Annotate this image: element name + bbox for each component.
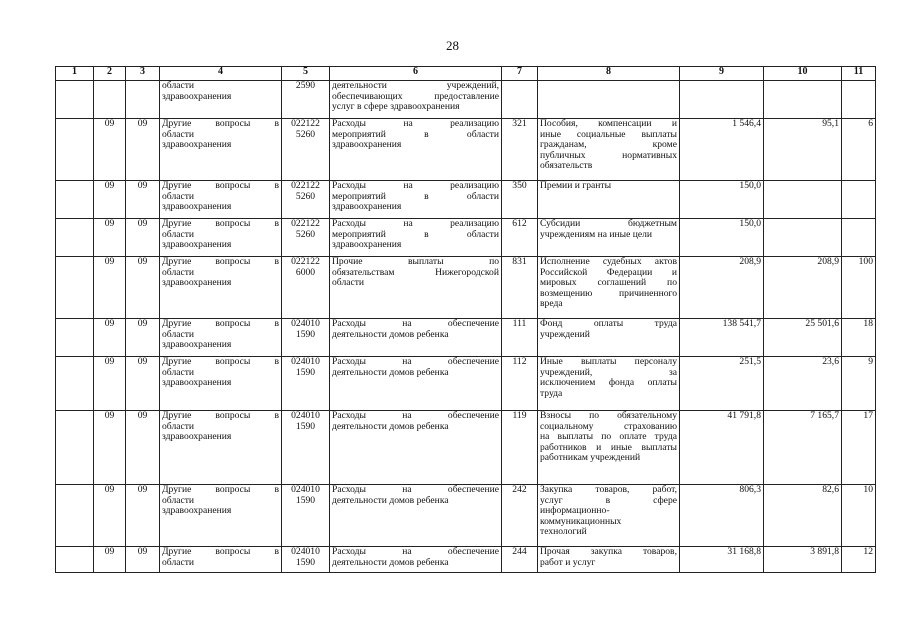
row-cell-1 — [56, 181, 94, 219]
row-cell-1 — [56, 485, 94, 547]
cell-line: Другие вопросы в — [162, 118, 279, 129]
column-header-7: 7 — [502, 67, 538, 81]
row-cell-1 — [56, 119, 94, 181]
cell-line: Расходы на обеспечение — [332, 484, 499, 495]
executed-amount: 3 891,8 — [764, 547, 842, 573]
target-code — [282, 219, 330, 257]
row-cell-1 — [56, 81, 94, 119]
expense-code: 111 — [502, 319, 538, 357]
area-name — [160, 411, 282, 485]
cell-line: области — [162, 266, 195, 278]
target-code — [282, 485, 330, 547]
cell-line: мероприятий в области — [332, 190, 499, 202]
table-row — [56, 411, 876, 485]
subsection-code: 09 — [126, 319, 160, 357]
cell-line: 1590 — [295, 420, 316, 432]
target-code — [282, 319, 330, 357]
expense-name — [330, 119, 502, 181]
cell-line: здравоохранения — [332, 139, 402, 151]
cell-line: коммуникационных — [540, 515, 622, 527]
execution-percent: 6 — [842, 119, 876, 181]
plan-amount: 1 546,4 — [680, 119, 764, 181]
cell-line: Исполнение судебных актов — [540, 256, 677, 267]
table-body — [56, 81, 876, 573]
cell-line: Другие вопросы в — [162, 356, 279, 367]
row-cell-1 — [56, 219, 94, 257]
cell-line: Другие вопросы в — [162, 318, 279, 329]
execution-percent: 12 — [842, 547, 876, 573]
target-code — [282, 257, 330, 319]
area-name — [160, 119, 282, 181]
plan-amount: 31 168,8 — [680, 547, 764, 573]
cell-line: здравоохранения — [162, 139, 232, 151]
expense-type — [538, 357, 680, 411]
target-code — [282, 181, 330, 219]
cell-line: 2590 — [295, 80, 316, 91]
expense-type — [538, 485, 680, 547]
cell-line: Другие вопросы в — [162, 256, 279, 267]
cell-line: исключением фонда оплаты — [540, 377, 677, 389]
expense-type — [538, 219, 680, 257]
expense-code: 831 — [502, 257, 538, 319]
cell-line: 024010 — [291, 484, 320, 495]
expense-code: 350 — [502, 181, 538, 219]
table-row — [56, 257, 876, 319]
cell-line: 5260 — [295, 128, 316, 140]
cell-line: Прочие выплаты по — [332, 256, 499, 267]
cell-line: услуг в сфере — [540, 494, 677, 506]
cell-line: области — [162, 366, 195, 378]
expense-name — [330, 181, 502, 219]
table-row — [56, 181, 876, 219]
cell-line: здравоохранения — [162, 201, 232, 213]
row-cell-1 — [56, 357, 94, 411]
cell-line: Другие вопросы в — [162, 218, 279, 229]
budget-table — [55, 66, 876, 573]
expense-name — [330, 257, 502, 319]
expense-name — [330, 485, 502, 547]
cell-line: Иные выплаты персоналу — [540, 356, 677, 367]
cell-line: труда — [540, 387, 563, 399]
area-name — [160, 485, 282, 547]
executed-amount — [764, 181, 842, 219]
cell-line: 6000 — [295, 266, 316, 278]
expense-name — [330, 547, 502, 573]
expense-name — [330, 81, 502, 119]
executed-amount: 23,6 — [764, 357, 842, 411]
cell-line: области — [162, 128, 195, 140]
plan-amount: 41 791,8 — [680, 411, 764, 485]
cell-line: 5260 — [295, 190, 316, 202]
target-code — [282, 81, 330, 119]
cell-line: обязательств — [540, 160, 593, 172]
target-code — [282, 119, 330, 181]
cell-line: области — [162, 556, 195, 568]
section-code: 09 — [94, 181, 126, 219]
plan-amount: 150,0 — [680, 219, 764, 257]
expense-type — [538, 411, 680, 485]
executed-amount: 82,6 — [764, 485, 842, 547]
table-header-row — [56, 67, 876, 81]
expense-name — [330, 357, 502, 411]
table-row — [56, 547, 876, 573]
cell-line: области — [162, 190, 195, 202]
area-name — [160, 357, 282, 411]
subsection-code: 09 — [126, 181, 160, 219]
subsection-code: 09 — [126, 485, 160, 547]
column-header-2: 2 — [94, 67, 126, 81]
expense-type — [538, 81, 680, 119]
row-cell-1 — [56, 547, 94, 573]
executed-amount — [764, 81, 842, 119]
cell-line: учреждений — [540, 328, 590, 340]
cell-line: 024010 — [291, 410, 320, 421]
cell-line: 5260 — [295, 228, 316, 240]
cell-line: деятельности домов ребенка — [332, 328, 449, 340]
target-code — [282, 547, 330, 573]
cell-line: Другие вопросы в — [162, 546, 279, 557]
executed-amount: 7 165,7 — [764, 411, 842, 485]
cell-line: 022122 — [291, 118, 320, 129]
cell-line: 022122 — [291, 218, 320, 229]
table-row — [56, 81, 876, 119]
executed-amount: 95,1 — [764, 119, 842, 181]
cell-line: мировых соглашений по — [540, 277, 677, 289]
section-code: 09 — [94, 319, 126, 357]
cell-line: работ и услуг — [540, 556, 596, 568]
cell-line: здравоохранения — [162, 339, 232, 351]
column-header-8: 8 — [538, 67, 680, 81]
execution-percent — [842, 219, 876, 257]
cell-line: Российской Федерации и — [540, 266, 677, 278]
subsection-code: 09 — [126, 357, 160, 411]
cell-line: вреда — [540, 298, 563, 310]
column-header-9: 9 — [680, 67, 764, 81]
cell-line: здравоохранения — [162, 239, 232, 251]
area-name — [160, 81, 282, 119]
cell-line: области — [162, 80, 195, 91]
cell-line: Пособия, компенсации и — [540, 118, 677, 129]
cell-line: Закупка товаров, работ, — [540, 484, 677, 495]
cell-line: Субсидии бюджетным — [540, 218, 677, 229]
execution-percent: 10 — [842, 485, 876, 547]
cell-line: учреждений, за — [540, 366, 677, 378]
expense-type — [538, 119, 680, 181]
target-code — [282, 411, 330, 485]
expense-type — [538, 547, 680, 573]
cell-line: здравоохранения — [162, 431, 232, 443]
cell-line: здравоохранения — [162, 277, 232, 289]
area-name — [160, 547, 282, 573]
cell-line: деятельности учреждений, — [332, 80, 499, 91]
execution-percent: 17 — [842, 411, 876, 485]
cell-line: Фонд оплаты труда — [540, 318, 677, 329]
executed-amount: 208,9 — [764, 257, 842, 319]
section-code — [94, 81, 126, 119]
row-cell-1 — [56, 319, 94, 357]
expense-code: 612 — [502, 219, 538, 257]
cell-line: здравоохранения — [162, 90, 232, 102]
cell-line: Другие вопросы в — [162, 484, 279, 495]
section-code: 09 — [94, 357, 126, 411]
column-header-5: 5 — [282, 67, 330, 81]
cell-line: 022122 — [291, 180, 320, 191]
cell-line: мероприятий в области — [332, 128, 499, 140]
expense-name — [330, 411, 502, 485]
expense-code: 112 — [502, 357, 538, 411]
plan-amount: 150,0 — [680, 181, 764, 219]
table-row — [56, 485, 876, 547]
execution-percent — [842, 181, 876, 219]
table-row — [56, 357, 876, 411]
execution-percent: 18 — [842, 319, 876, 357]
cell-line: обеспечивающих предоставление — [332, 90, 499, 102]
target-code — [282, 357, 330, 411]
cell-line: работникам учреждений — [540, 452, 641, 464]
cell-line: Расходы на реализацию — [332, 118, 499, 129]
cell-line: Взносы по обязательному — [540, 410, 677, 421]
execution-percent — [842, 81, 876, 119]
cell-line: 024010 — [291, 318, 320, 329]
cell-line: деятельности домов ребенка — [332, 366, 449, 378]
row-cell-1 — [56, 411, 94, 485]
section-code: 09 — [94, 219, 126, 257]
plan-amount: 251,5 — [680, 357, 764, 411]
cell-line: 022122 — [291, 256, 320, 267]
section-code: 09 — [94, 547, 126, 573]
area-name — [160, 181, 282, 219]
cell-line: деятельности домов ребенка — [332, 556, 449, 568]
expense-type — [538, 181, 680, 219]
cell-line: обязательствам Нижегородской — [332, 266, 499, 278]
expense-type — [538, 257, 680, 319]
subsection-code: 09 — [126, 257, 160, 319]
page-number: 28 — [446, 38, 459, 53]
expense-code: 244 — [502, 547, 538, 573]
expense-name — [330, 219, 502, 257]
section-code: 09 — [94, 257, 126, 319]
section-code: 09 — [94, 485, 126, 547]
cell-line: 1590 — [295, 366, 316, 378]
expense-code: 242 — [502, 485, 538, 547]
cell-line: работников и иные выплаты — [540, 441, 677, 453]
cell-line: Расходы на обеспечение — [332, 356, 499, 367]
area-name — [160, 219, 282, 257]
table-row — [56, 119, 876, 181]
plan-amount — [680, 81, 764, 119]
cell-line: области — [162, 420, 195, 432]
cell-line: 1590 — [295, 328, 316, 340]
cell-line: здравоохранения — [332, 239, 402, 251]
cell-line: здравоохранения — [162, 377, 232, 389]
cell-line: социальному страхованию — [540, 420, 677, 432]
cell-line: области — [332, 277, 365, 289]
subsection-code: 09 — [126, 219, 160, 257]
cell-line: учреждениям на иные цели — [540, 228, 653, 240]
cell-line: 1590 — [295, 494, 316, 506]
column-header-3: 3 — [126, 67, 160, 81]
cell-line: здравоохранения — [332, 201, 402, 213]
executed-amount — [764, 219, 842, 257]
cell-line: Премии и гранты — [540, 180, 612, 191]
plan-amount: 806,3 — [680, 485, 764, 547]
plan-amount: 138 541,7 — [680, 319, 764, 357]
cell-line: публичных нормативных — [540, 149, 677, 161]
plan-amount: 208,9 — [680, 257, 764, 319]
expense-name — [330, 319, 502, 357]
cell-line: иные социальные выплаты — [540, 128, 677, 140]
column-header-11: 11 — [842, 67, 876, 81]
cell-line: Расходы на обеспечение — [332, 410, 499, 421]
cell-line: Расходы на реализацию — [332, 218, 499, 229]
cell-line: мероприятий в области — [332, 228, 499, 240]
cell-line: деятельности домов ребенка — [332, 494, 449, 506]
cell-line: области — [162, 494, 195, 506]
table-row — [56, 319, 876, 357]
section-code: 09 — [94, 411, 126, 485]
cell-line: гражданам, кроме — [540, 139, 677, 151]
subsection-code: 09 — [126, 411, 160, 485]
cell-line: услуг в сфере здравоохранения — [332, 101, 460, 113]
section-code: 09 — [94, 119, 126, 181]
area-name — [160, 257, 282, 319]
cell-line: Расходы на обеспечение — [332, 318, 499, 329]
expense-code: 321 — [502, 119, 538, 181]
area-name — [160, 319, 282, 357]
expense-code: 119 — [502, 411, 538, 485]
column-header-6: 6 — [330, 67, 502, 81]
cell-line: информационно- — [540, 505, 610, 517]
subsection-code: 09 — [126, 119, 160, 181]
execution-percent: 100 — [842, 257, 876, 319]
expense-code — [502, 81, 538, 119]
execution-percent: 9 — [842, 357, 876, 411]
column-header-1: 1 — [56, 67, 94, 81]
cell-line: Расходы на обеспечение — [332, 546, 499, 557]
cell-line: Прочая закупка товаров, — [540, 546, 677, 557]
subsection-code: 09 — [126, 547, 160, 573]
cell-line: 024010 — [291, 546, 320, 557]
cell-line: технологий — [540, 526, 587, 538]
cell-line: 1590 — [295, 556, 316, 568]
cell-line: 024010 — [291, 356, 320, 367]
column-header-10: 10 — [764, 67, 842, 81]
cell-line: области — [162, 228, 195, 240]
cell-line: деятельности домов ребенка — [332, 420, 449, 432]
subsection-code — [126, 81, 160, 119]
cell-line: на выплаты по оплате труда — [540, 431, 677, 443]
executed-amount: 25 501,6 — [764, 319, 842, 357]
cell-line: Другие вопросы в — [162, 180, 279, 191]
cell-line: Другие вопросы в — [162, 410, 279, 421]
table-row — [56, 219, 876, 257]
column-header-4: 4 — [160, 67, 282, 81]
expense-type — [538, 319, 680, 357]
cell-line: области — [162, 328, 195, 340]
row-cell-1 — [56, 257, 94, 319]
cell-line: здравоохранения — [162, 505, 232, 517]
cell-line: возмещению причиненного — [540, 287, 677, 299]
cell-line: Расходы на реализацию — [332, 180, 499, 191]
